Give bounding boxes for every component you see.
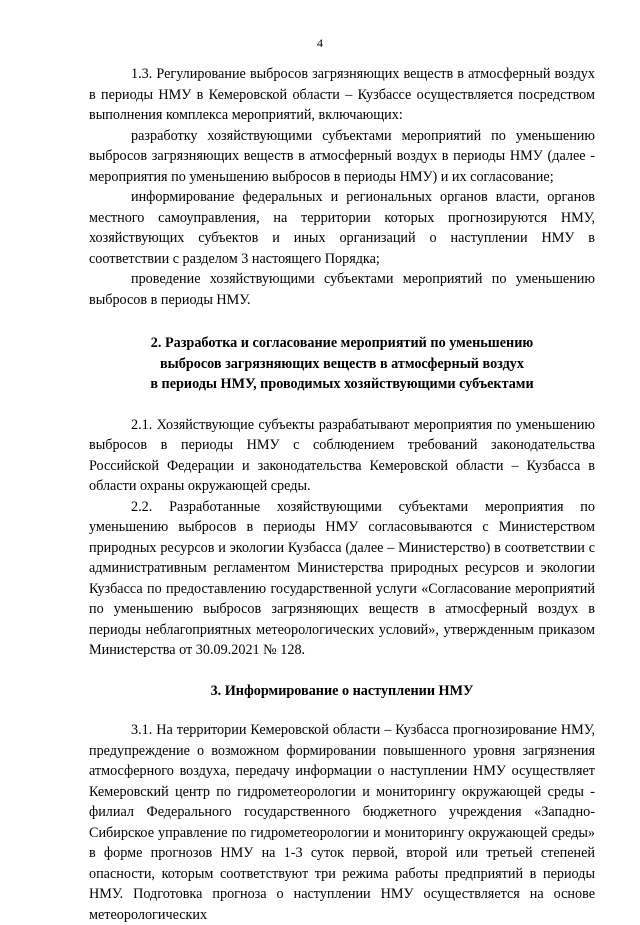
document-body	[89, 64, 595, 925]
section-2-heading-line-2: выбросов загрязняющих веществ в атмосферный воздух	[160, 355, 524, 372]
page-number: 4	[317, 36, 323, 50]
paragraph-1-3: 1.3. Регулирование выбросов загрязняющих веществ в атмосферный воздух в периоды НМУ в Кемеровской области – Кузбассе осуществляется посредством выполнения комплекса мероприятий, включающих:	[89, 66, 595, 123]
list-item-development: разработку хозяйствующими субъектами мероприятий по уменьшению выбросов загрязняющих веществ в атмосферный воздух в периоды НМУ (далее - мероприятия по уменьшению выбросов в периоды НМУ) и их согласование;	[89, 127, 595, 185]
section-2-heading	[89, 333, 595, 395]
paragraph-2-2: 2.2. Разработанные хозяйствующими субъектами мероприятия по уменьшению выбросов в периоды НМУ согласовываются с Министерством природных ресурсов и экологии Кузбасса (далее – Министерство) в соответствии с административным регламентом Министерства природных ресурсов и экологии Кузбасса по предоставлению государственной услуги «Согласование мероприятий по уменьшению выбросов загрязняющих веществ в атмосферный воздух в периоды неблагоприятных метеорологических условий», утвержденным приказом Министерства от 30.09.2021 № 128.	[89, 498, 595, 658]
section-3-heading	[89, 681, 595, 702]
section-3-heading-text: 3. Информирование о наступлении НМУ	[210, 682, 474, 699]
section-2-heading-line-3: в периоды НМУ, проводимых хозяйствующими субъектами	[150, 376, 534, 392]
section-2-heading-line-1: 2. Разработка и согласование мероприятий по уменьшению	[150, 335, 534, 351]
list-item-informing: информирование федеральных и региональных органов власти, органов местного самоуправления, на территории которых прогнозируются НМУ, хозяйствующих субъектов и иных организаций о наступлении НМУ в соответствии с разделом 3 настоящего Порядка;	[89, 189, 595, 267]
paragraph-3-1: 3.1. На территории Кемеровской области – Кузбасса прогнозирование НМУ, предупреждение о возможном формировании повышенного уровня загрязнения атмосферного воздуха, передачу информации о наступлении НМУ осуществляет Кемеровский центр по гидрометеорологии и мониторингу окружающей среды - филиал Федерального государственного бюджетного учреждения «Западно-Сибирское управление по гидрометеорологии и мониторингу окружающей среды» в форме прогнозов НМУ на 1-3 суток первой, второй или третьей степеней опасности, которым соответствуют три режима работы предприятий в периоды НМУ. Подготовка прогноза о наступлении НМУ осуществляется на основе метеорологических	[89, 722, 595, 923]
list-item-conducting: проведение хозяйствующими субъектами мероприятий по уменьшению выбросов в периоды НМУ.	[89, 271, 595, 308]
paragraph-2-1: 2.1. Хозяйствующие субъекты разрабатывают мероприятия по уменьшению выбросов в периоды НМУ с соблюдением требований законодательства Российской Федерации и законодательства Кемеровской области – Кузбасса в области охраны окружающей среды.	[89, 416, 595, 494]
